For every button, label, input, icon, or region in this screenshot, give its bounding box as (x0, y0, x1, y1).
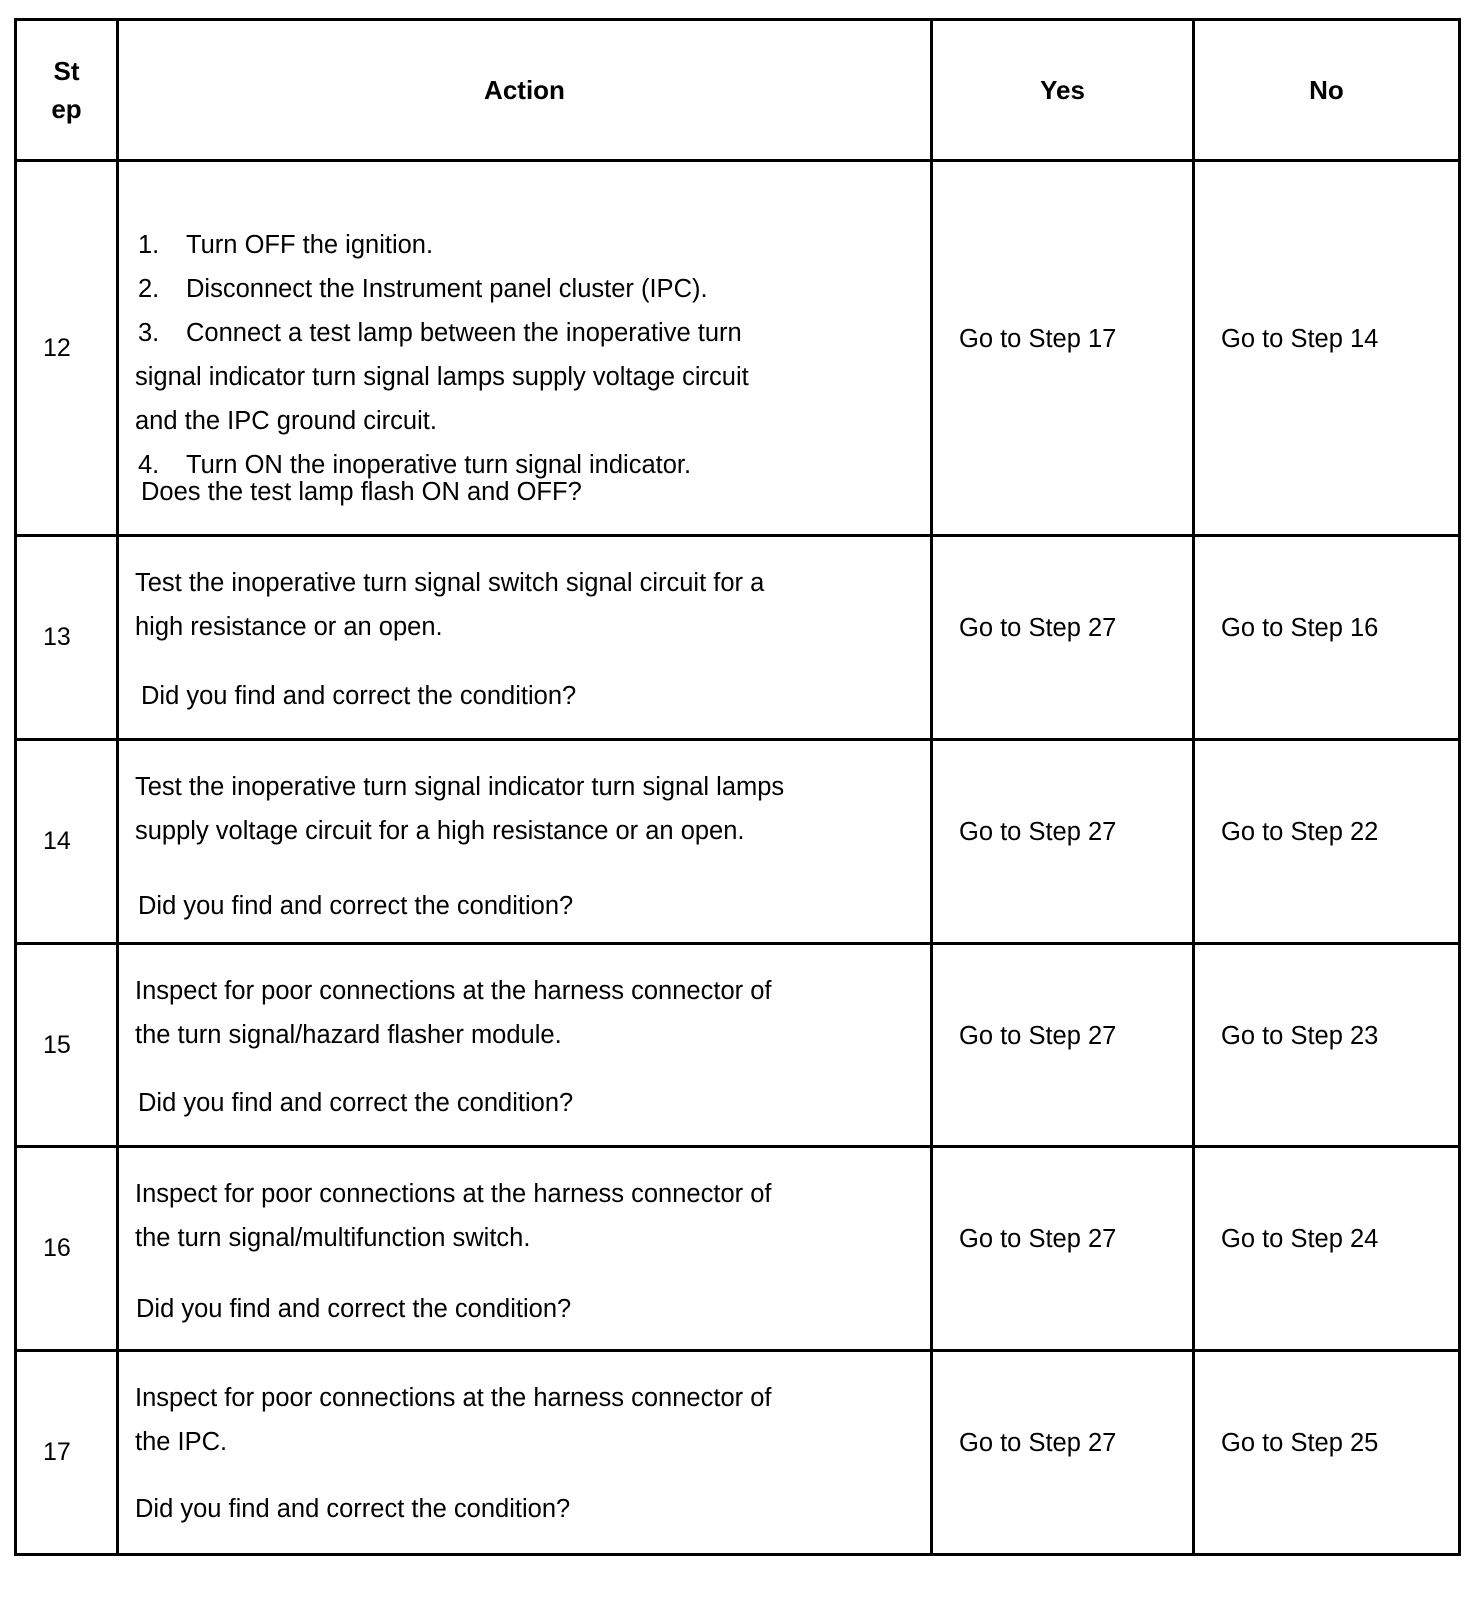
action-line: Inspect for poor connections at the harness connector of (135, 1180, 772, 1208)
yes-result: Go to Step 27 (932, 1351, 1194, 1555)
action-cell (118, 1147, 932, 1351)
action-question: Did you find and correct the condition? (138, 1089, 574, 1117)
action-question: Did you find and correct the condition? (141, 682, 577, 710)
action-cell (118, 161, 932, 536)
step-number: 16 (16, 1147, 118, 1351)
action-line: the turn signal/hazard flasher module. (135, 1021, 562, 1049)
table-row (16, 1147, 1460, 1351)
action-item: 1. Turn OFF the ignition. (138, 231, 434, 259)
yes-result: Go to Step 17 (932, 161, 1194, 536)
no-result: Go to Step 22 (1194, 740, 1460, 944)
no-result: Go to Step 25 (1194, 1351, 1460, 1555)
action-question: Did you find and correct the condition? (135, 1495, 571, 1523)
header-action: Action (118, 20, 932, 161)
table-row (16, 536, 1460, 740)
no-result: Go to Step 23 (1194, 944, 1460, 1147)
table-header-row (16, 20, 1460, 161)
action-line: Inspect for poor connections at the harness connector of (135, 1384, 772, 1412)
diagnostic-table (14, 18, 1461, 1556)
action-line: supply voltage circuit for a high resistance or an open. (135, 817, 745, 845)
action-item: 4. Turn ON the inoperative turn signal indicator. (138, 451, 692, 479)
action-question: Does the test lamp flash ON and OFF? (141, 478, 582, 506)
action-line: high resistance or an open. (135, 613, 443, 641)
action-item: 3. Connect a test lamp between the inoperative turn (138, 319, 742, 347)
action-line: and the IPC ground circuit. (135, 407, 437, 435)
action-line: the IPC. (135, 1428, 228, 1456)
header-no: No (1194, 20, 1460, 161)
action-item: 2. Disconnect the Instrument panel cluster (IPC). (138, 275, 708, 303)
action-question: Did you find and correct the condition? (138, 892, 574, 920)
action-cell (118, 536, 932, 740)
action-line: signal indicator turn signal lamps supply voltage circuit (135, 363, 749, 391)
action-line: Test the inoperative turn signal switch signal circuit for a (135, 569, 765, 597)
step-number: 13 (16, 536, 118, 740)
header-step-line1: St (53, 56, 80, 86)
yes-result: Go to Step 27 (932, 536, 1194, 740)
table-row (16, 944, 1460, 1147)
step-number: 15 (16, 944, 118, 1147)
action-cell (118, 944, 932, 1147)
action-line: the turn signal/multifunction switch. (135, 1224, 531, 1252)
action-line: Inspect for poor connections at the harness connector of (135, 977, 772, 1005)
action-cell (118, 1351, 932, 1555)
header-step-line2: ep (51, 94, 82, 124)
no-result: Go to Step 14 (1194, 161, 1460, 536)
table-row (16, 1351, 1460, 1555)
yes-result: Go to Step 27 (932, 944, 1194, 1147)
action-line: Test the inoperative turn signal indicator turn signal lamps (135, 773, 785, 801)
step-number: 17 (16, 1351, 118, 1555)
step-number: 12 (16, 161, 118, 536)
step-number: 14 (16, 740, 118, 944)
yes-result: Go to Step 27 (932, 1147, 1194, 1351)
no-result: Go to Step 16 (1194, 536, 1460, 740)
no-result: Go to Step 24 (1194, 1147, 1460, 1351)
header-step (16, 20, 118, 161)
header-yes: Yes (932, 20, 1194, 161)
table-row (16, 740, 1460, 944)
action-cell (118, 740, 932, 944)
action-question: Did you find and correct the condition? (136, 1295, 572, 1323)
table-row (16, 161, 1460, 536)
yes-result: Go to Step 27 (932, 740, 1194, 944)
